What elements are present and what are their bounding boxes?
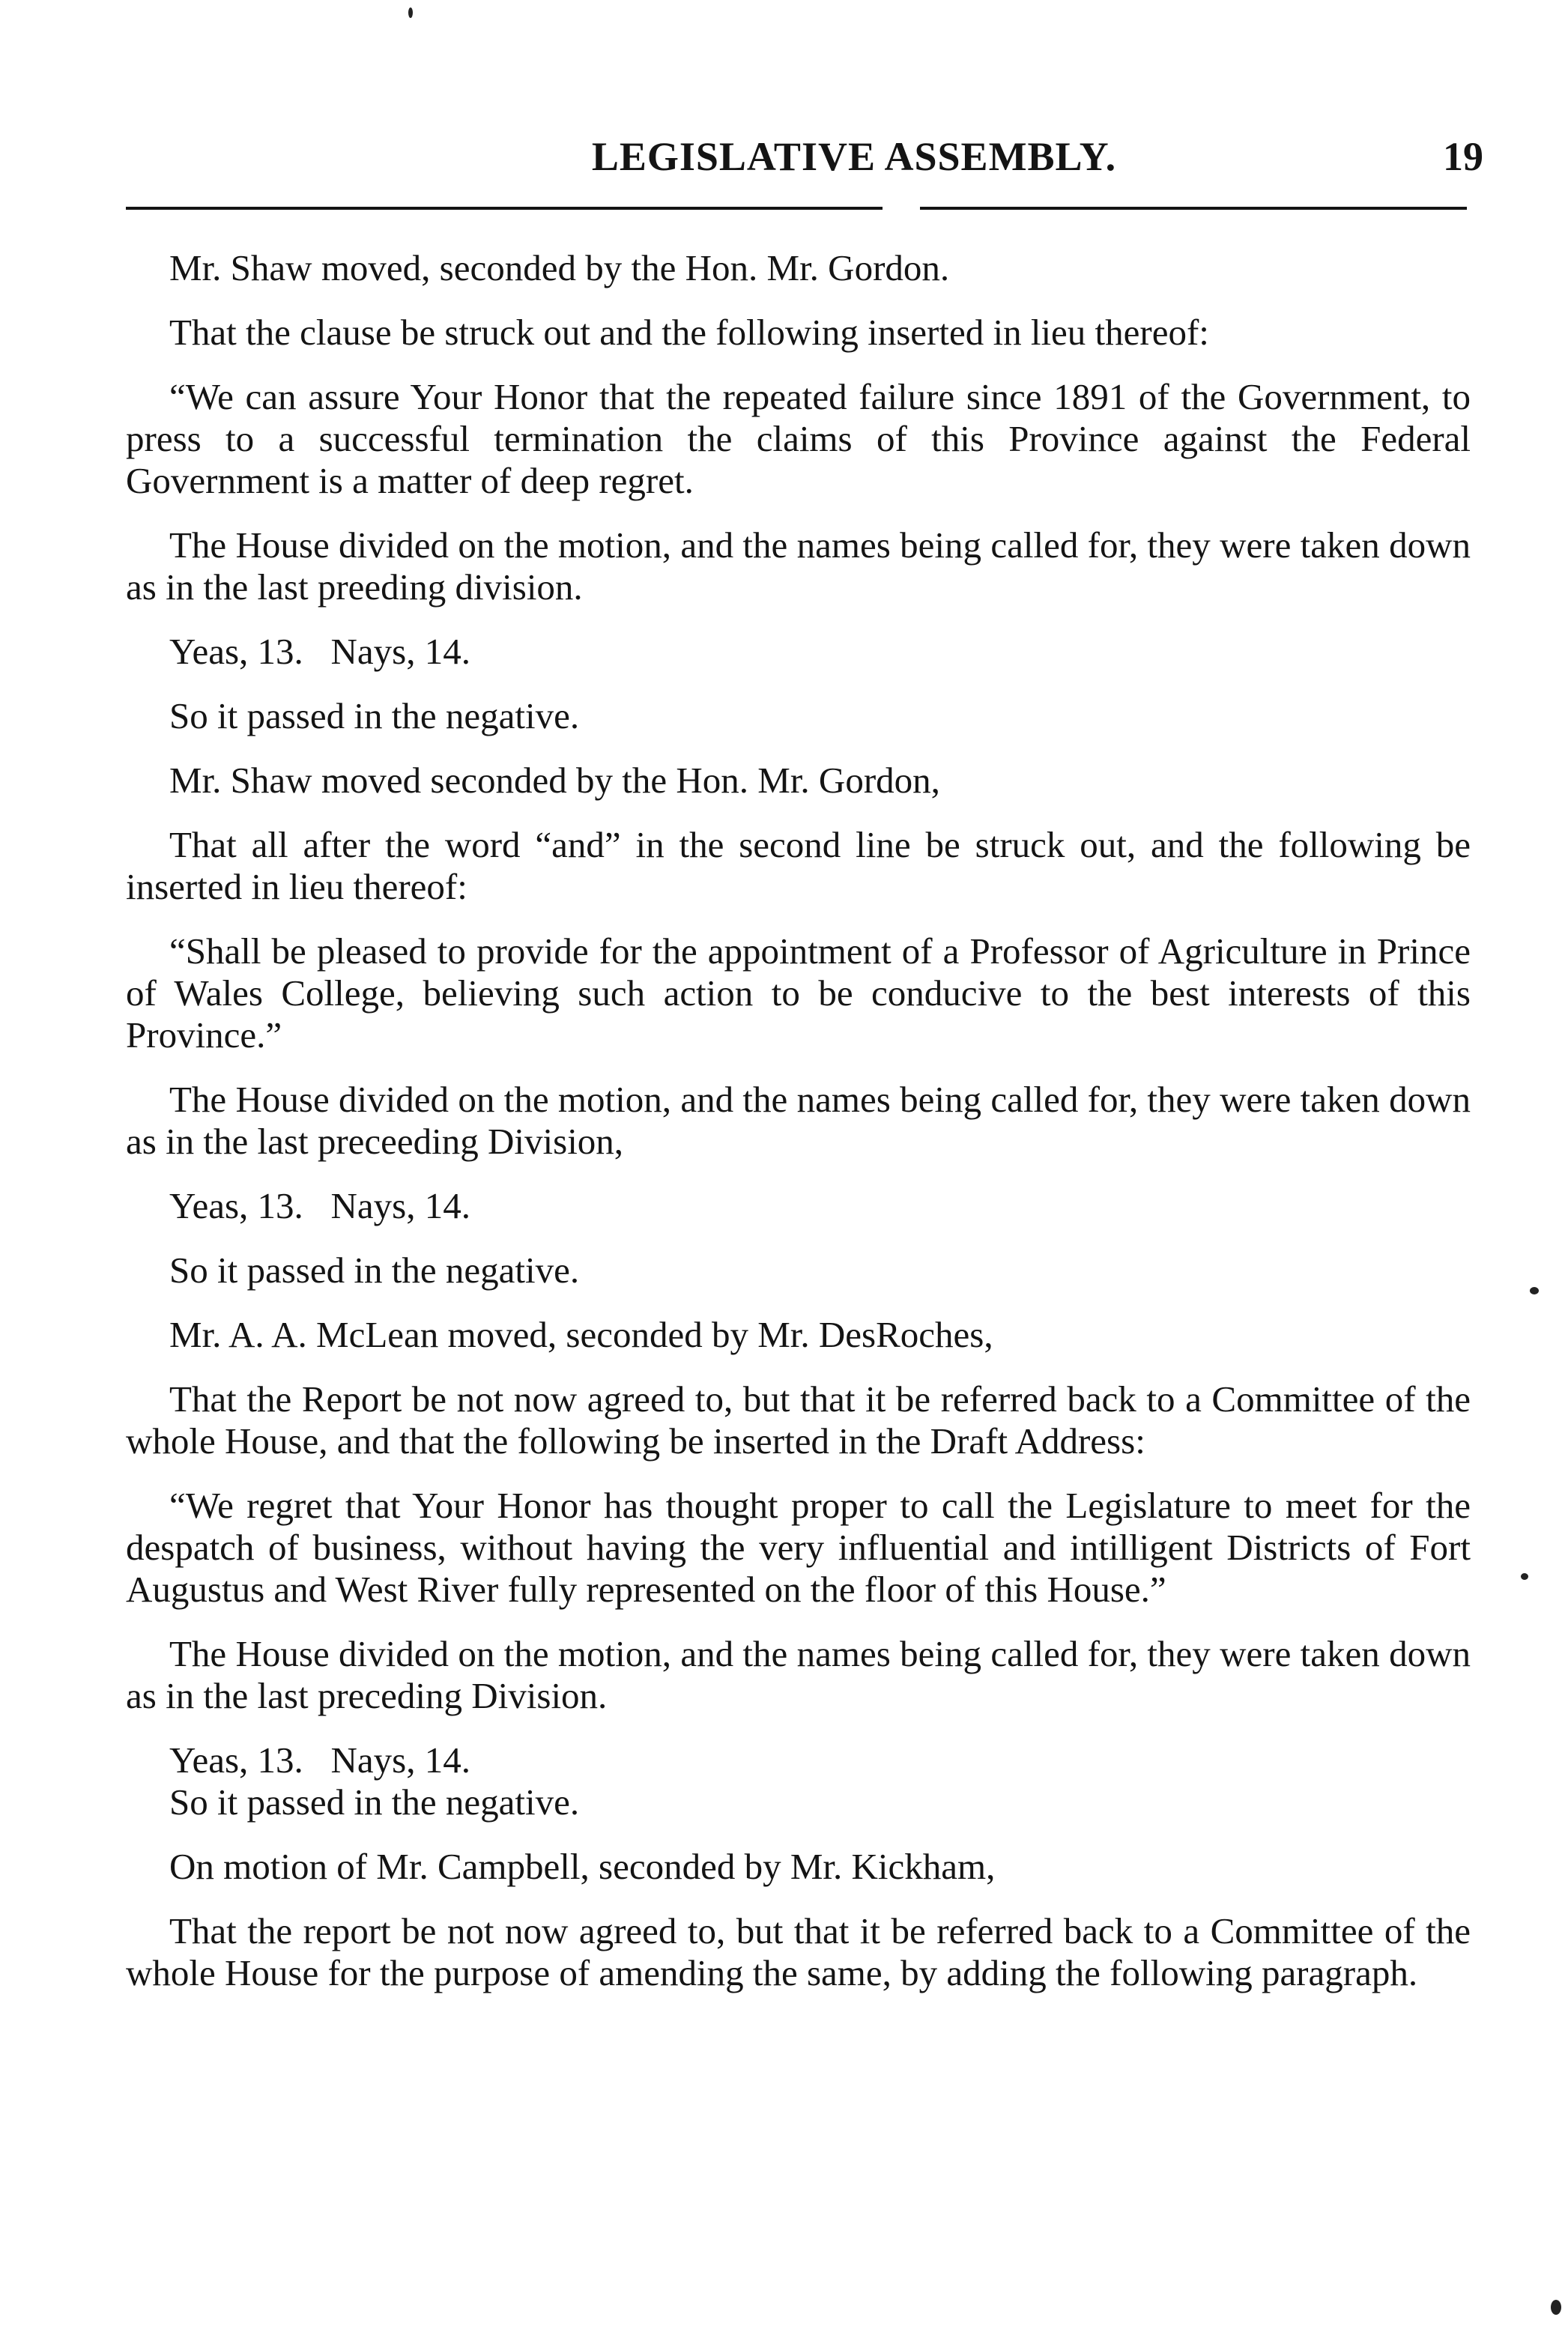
paragraph: Mr. Shaw moved, seconded by the Hon. Mr. Gordon. — [169, 247, 950, 288]
paragraph: Mr. Shaw moved seconded by the Hon. Mr. Gordon, — [169, 760, 940, 801]
quoted-amendment: “We can assure Your Honor that the repeated failure since 1891 of the Government, to press to a successful termination the claims of this Province against the Federal Government is a matter of deep regret. — [126, 376, 1471, 501]
header-rule-right — [920, 207, 1467, 210]
scan-speck — [408, 7, 413, 18]
header-rule-left — [126, 207, 883, 210]
paragraph: Mr. A. A. McLean moved, seconded by Mr. DesRoches, — [169, 1314, 993, 1355]
body-text — [126, 247, 1471, 2017]
page-title: LEGISLATIVE ASSEMBLY. — [591, 134, 1117, 179]
vote-result: So it passed in the negative. — [169, 1781, 580, 1823]
paragraph: That the Report be not now agreed to, but that it be referred back to a Committee of the whole House, and that the following be inserted in the Draft Address: — [126, 1378, 1471, 1462]
vote-result: So it passed in the negative. — [169, 1250, 580, 1291]
paragraph: That all after the word “and” in the second line be struck out, and the following be inserted in lieu thereof: — [126, 824, 1471, 907]
paragraph: The House divided on the motion, and the names being called for, they were taken down as in the last preceding Division. — [126, 1633, 1471, 1716]
paragraph: The House divided on the motion, and the names being called for, they were taken down as in the last preeding division. — [126, 524, 1471, 608]
scan-speck — [1530, 1287, 1539, 1294]
page-number: 19 — [1443, 134, 1483, 179]
running-header — [0, 133, 1568, 193]
quoted-amendment: “We regret that Your Honor has thought proper to call the Legislature to meet for the despatch of business, without having the very influential and intilligent Districts of Fort Augustus and West River fully represented on the floor of this House.” — [126, 1485, 1471, 1610]
paragraph: That the clause be struck out and the following inserted in lieu thereof: — [169, 312, 1209, 353]
paragraph: On motion of Mr. Campbell, seconded by Mr. Kickham, — [169, 1846, 996, 1887]
scan-speck — [1521, 1573, 1528, 1580]
vote-tally: Yeas, 13. Nays, 14. — [169, 1185, 471, 1226]
paragraph: The House divided on the motion, and the names being called for, they were taken down as in the last preceeding Division, — [126, 1079, 1471, 1162]
paragraph: That the report be not now agreed to, but that it be referred back to a Committee of the whole House for the purpose of amending the same, by adding the following paragraph. — [126, 1910, 1471, 1993]
vote-tally: Yeas, 13. Nays, 14. — [169, 631, 471, 672]
quoted-amendment: “Shall be pleased to provide for the appointment of a Professor of Agriculture in Prince of Wales College, believing such action to be conducive to the best interests of this Province.” — [126, 930, 1471, 1056]
vote-tally: Yeas, 13. Nays, 14. — [169, 1739, 471, 1781]
scan-speck — [1551, 2300, 1561, 2315]
vote-result: So it passed in the negative. — [169, 695, 580, 736]
